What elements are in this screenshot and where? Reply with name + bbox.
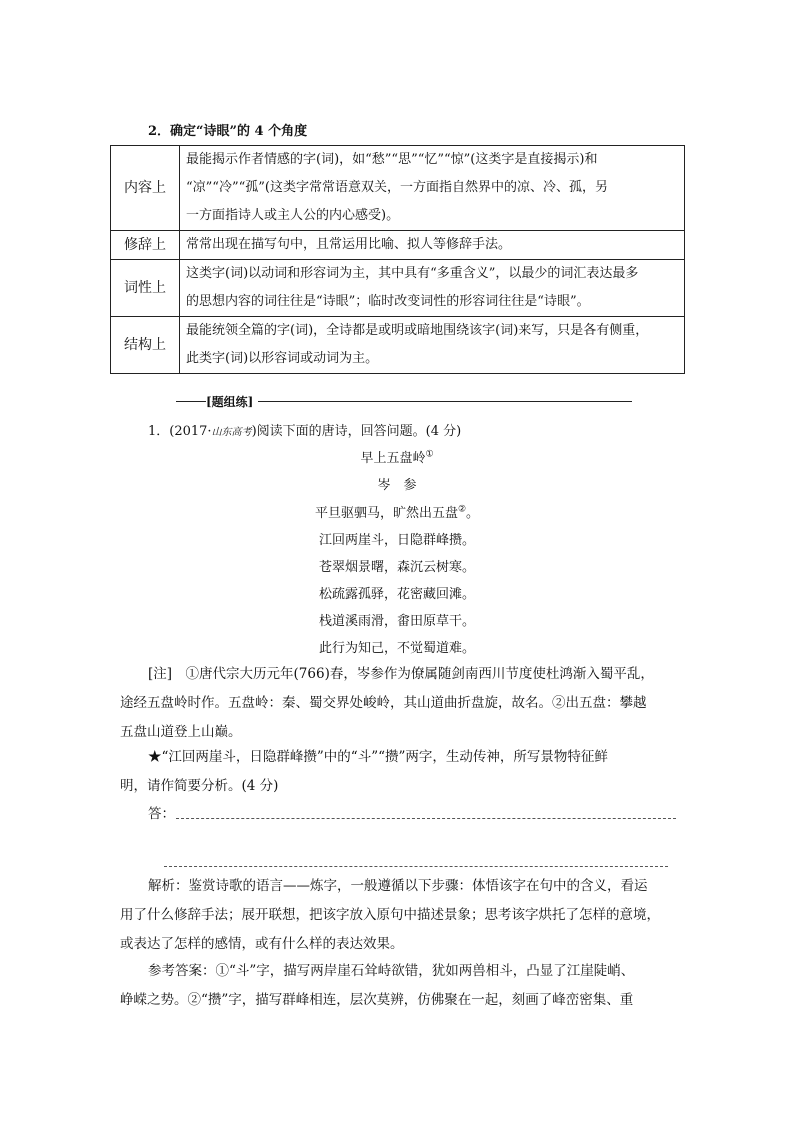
reference-line: 参考答案：①“斗”字，描写两岸崖石耸峙欲错，犹如两兽相斗，凸显了江崖陡峭、 xyxy=(148,963,635,979)
row-header-rhetoric: 修辞上 xyxy=(111,231,180,260)
task-line: 明，请作简要分析。(4 分) xyxy=(120,778,279,794)
analysis-line: 或表达了怎样的感情，或有什么样的表达效果。 xyxy=(120,936,404,952)
question-text: )阅读下面的唐诗，回答问题。(4 分) xyxy=(251,424,462,439)
poem-line-note: ② xyxy=(457,504,467,515)
answer-label: 答： xyxy=(148,806,175,822)
row-text-line: “凉”“冷”“孤”(这类字常常语意双关，一方面指自然界中的凉、冷、孤，另 xyxy=(186,180,608,195)
task-text xyxy=(120,743,680,801)
note-line: [注] ①唐代宗大历元年(766)春，岑参作为僚属随剑南西川节度使杜鸿渐入蜀平乱， xyxy=(148,666,654,682)
row-body-rhetoric xyxy=(180,231,685,260)
row-body-part-of-speech xyxy=(180,260,685,317)
poem-line: 栈道溪雨滑，畬田原草干。 xyxy=(318,614,475,629)
answer-input-line[interactable] xyxy=(164,866,668,867)
row-body-content xyxy=(180,146,685,231)
row-text-line: 一方面指诗人或主人公的内心感受)。 xyxy=(186,208,400,223)
poem-line-text: 平旦驱驷马，旷然出五盘 xyxy=(314,506,458,521)
row-text-line: 最能揭示作者情感的字(词)，如“愁”“思”“忆”“惊”(这类字是直接揭示)和 xyxy=(186,152,598,167)
question-prefix: 1．(2017· xyxy=(148,424,212,439)
analysis-line: 解析：鉴赏诗歌的语言——炼字，一般遵循以下步骤：体悟该字在句中的含义，看运 xyxy=(148,878,648,894)
angles-table xyxy=(110,145,685,374)
reference-answer xyxy=(120,957,680,1015)
poem-line: 江回两崖斗，日隐群峰攒。 xyxy=(318,533,475,548)
poem-line: 苍翠烟景曙，森沉云树寒。 xyxy=(318,560,475,575)
answer-input-line[interactable] xyxy=(176,818,676,819)
analysis-line: 用了什么修辞手法；展开联想，把该字放入原句中描述景象；思考该字烘托了怎样的意境， xyxy=(120,907,660,923)
divider-label: [题组练] xyxy=(206,395,254,409)
exercise-divider xyxy=(176,393,632,409)
row-body-structure xyxy=(180,317,685,374)
row-text-line: 常常出现在描写句中，且常运用比喻、拟人等修辞手法。 xyxy=(186,237,512,252)
question-source: 山东高考 xyxy=(211,427,252,438)
divider-line-left xyxy=(176,401,206,402)
note-line: 五盘山道登上山巅。 xyxy=(120,724,242,740)
poem-title-note: ① xyxy=(425,449,434,460)
note-line: 途经五盘岭时作。五盘岭：秦、蜀交界处峻岭，其山道曲折盘旋，故名。②出五盘：攀越 xyxy=(120,695,647,711)
poem-title xyxy=(0,447,794,466)
task-line: ★“江回两崖斗，日隐群峰攒”中的“斗”“攒”两字，生动传神，所写景物特征鲜 xyxy=(148,749,608,765)
row-text-line: 最能统领全篇的字(词)，全诗都是或明或暗地围绕该字(词)来写，只是各有侧重， xyxy=(186,323,649,338)
reference-line: 峥嵘之势。②“攒”字，描写群峰相连，层次莫辨，仿佛聚在一起，刻画了峰峦密集、重 xyxy=(120,992,634,1008)
poem-author: 岑 参 xyxy=(377,478,417,493)
poem-line xyxy=(0,502,794,521)
row-header-part-of-speech: 词性上 xyxy=(111,260,180,317)
poem-line-end: 。 xyxy=(466,506,480,521)
analysis-text xyxy=(120,872,680,959)
question-heading xyxy=(148,420,461,439)
table-row xyxy=(111,146,685,231)
row-text-line: 的思想内容的词往往是“诗眼”；临时改变词性的形容词往往是“诗眼”。 xyxy=(186,294,590,309)
table-row xyxy=(111,317,685,374)
poem-line: 此行为知己，不觉蜀道难。 xyxy=(318,641,475,656)
row-text-line: 这类字(词)以动词和形容词为主，其中具有“多重含义”，以最少的词汇表达最多 xyxy=(186,266,639,281)
poem-line: 松疏露孤驿，花密藏回滩。 xyxy=(318,587,475,602)
row-text-line: 此类字(词)以形容词或动词为主。 xyxy=(186,351,379,366)
poem-notes xyxy=(120,660,680,747)
table-row xyxy=(111,260,685,317)
row-header-content: 内容上 xyxy=(111,146,180,231)
table-row xyxy=(111,231,685,260)
row-header-structure: 结构上 xyxy=(111,317,180,374)
poem-title-text: 早上五盘岭 xyxy=(360,451,426,466)
divider-line-right xyxy=(258,401,632,402)
section-title: 2．确定“诗眼”的 4 个角度 xyxy=(148,124,308,139)
